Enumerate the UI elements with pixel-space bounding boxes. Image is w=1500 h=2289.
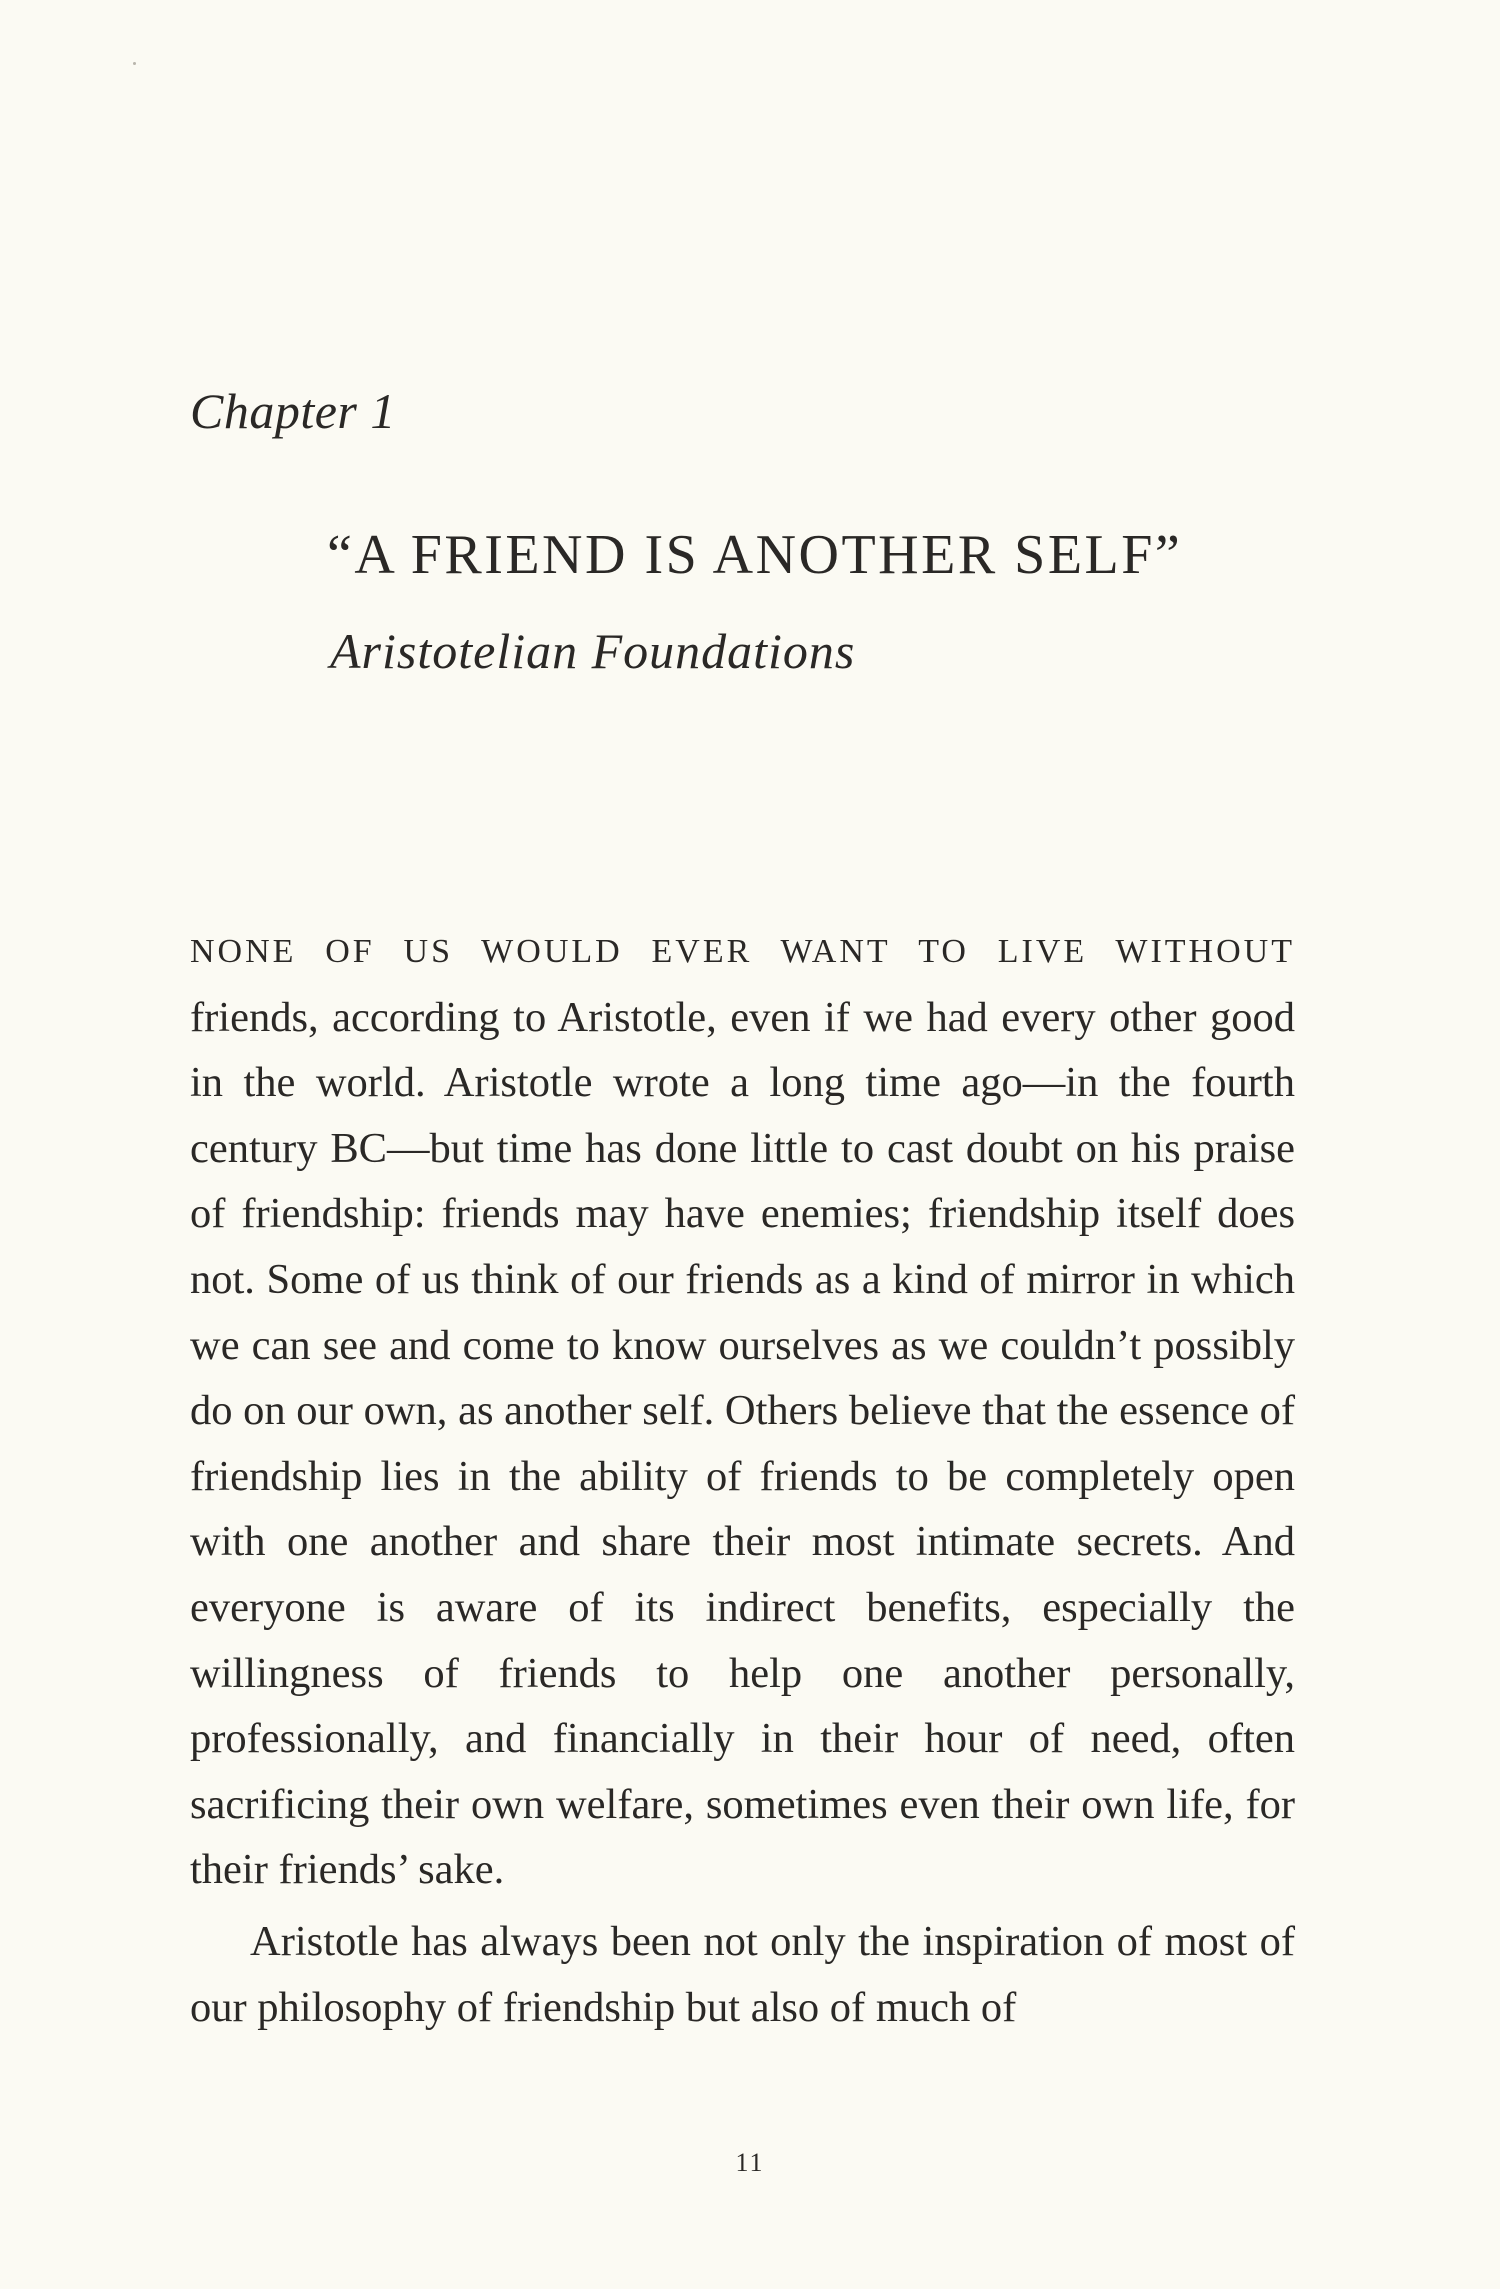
paragraph-1-text: friends, according to Aristotle, even if we had every other good in the world. Aristotle wrote a long time ago—in the fourth century BC—but time has done little to cast doubt on his praise of friendship: friends may have enemies; friendship itself does not. Some of us think of our friends as a kind of mirror in which we can see and come to know ourselves as we couldn’t possibly do on our own, as another self. Others believe that the essence of friendship lies in the ability of friends to be completely open with one another and share their most intimate secrets. And everyone is aware of its indirect benefits, especially the willingness of friends to help one another personally, professionally, and financially in their hour of need, often sacrificing their own welfare, sometimes even their own life, for their friends’ sake. (190, 993, 1295, 1894)
paper-speck (133, 62, 136, 65)
paragraph-1-opening-smallcaps: NONE OF US WOULD EVER WANT TO LIVE WITHOUT (190, 933, 1295, 970)
chapter-title: “A FRIEND IS ANOTHER SELF” (327, 524, 1183, 586)
paragraph-1 (190, 916, 1295, 1903)
chapter-subtitle: Aristotelian Foundations (330, 623, 856, 679)
chapter-label: Chapter 1 (190, 383, 396, 439)
body-text (190, 916, 1295, 2040)
page-number: 11 (735, 2148, 765, 2177)
paragraph-2 (190, 1909, 1295, 2040)
paragraph-2-text: Aristotle has always been not only the inspiration of most of our philosophy of friendship but also of much of (190, 1917, 1295, 2031)
